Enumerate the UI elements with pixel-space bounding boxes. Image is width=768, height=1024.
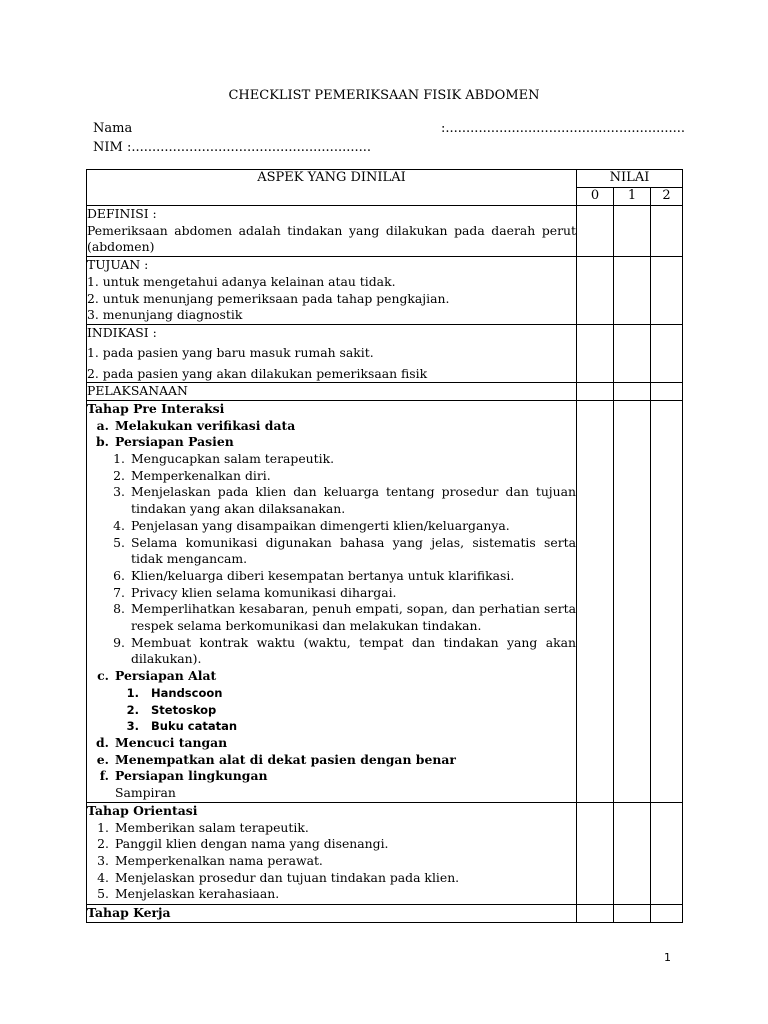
item-text: Memperkenalkan diri. <box>131 467 271 483</box>
score-cell[interactable] <box>577 904 614 922</box>
step-b <box>87 434 576 451</box>
item-number: 6. <box>113 567 125 583</box>
indikasi-heading: INDIKASI : <box>87 325 157 341</box>
step-text: Persiapan Alat <box>115 668 217 684</box>
step-d <box>87 735 576 752</box>
score-cell[interactable] <box>651 325 683 383</box>
item-text: Menjelaskan pada klien dan keluarga tentang prosedur dan tujuan tindakan yang akan dilaksanakan. <box>131 484 576 517</box>
list-item <box>87 451 576 468</box>
step-c <box>87 668 576 685</box>
score-cell[interactable] <box>577 802 614 904</box>
score-cell[interactable] <box>614 383 651 401</box>
step-letter: d. <box>96 734 109 750</box>
pre-interaksi-heading: Tahap Pre Interaksi <box>87 400 225 416</box>
item-text: Stetoskop <box>151 702 217 717</box>
item-text: Buku catatan <box>151 719 238 734</box>
item-text: Menjelaskan prosedur dan tujuan tindakan pada klien. <box>115 869 460 885</box>
item-text: Panggil klien dengan nama yang disenangi. <box>115 836 389 852</box>
item-number: 4. <box>113 517 125 533</box>
item-text: Klien/keluarga diberi kesempatan bertanya untuk klarifikasi. <box>131 567 515 583</box>
step-text: Melakukan verifikasi data <box>115 417 296 433</box>
item-number: 3. <box>126 719 139 734</box>
item-number: 5. <box>97 886 109 902</box>
step-f <box>87 768 576 785</box>
step-f-note: Sampiran <box>115 785 176 801</box>
tujuan-item: 1. untuk mengetahui adanya kelainan atau tidak. <box>87 273 396 289</box>
item-number: 4. <box>97 869 109 885</box>
list-item <box>87 518 576 535</box>
step-text: Menempatkan alat di dekat pasien dengan benar <box>115 751 456 767</box>
item-text: Menjelaskan kerahasiaan. <box>115 886 280 902</box>
item-number: 7. <box>113 584 125 600</box>
page-number: 1 <box>664 951 671 964</box>
item-text: Memperkenalkan nama perawat. <box>115 852 323 868</box>
score-cell[interactable] <box>614 206 651 257</box>
score-cell[interactable] <box>651 257 683 325</box>
score-cell[interactable] <box>614 904 651 922</box>
nama-field[interactable]: :.......................................................... <box>441 121 686 136</box>
item-number: 5. <box>113 534 125 550</box>
list-item <box>87 836 576 853</box>
item-text: Memberikan salam terapeutik. <box>115 819 309 835</box>
score-cell[interactable] <box>651 400 683 802</box>
step-text: Persiapan lingkungan <box>115 768 268 784</box>
score-header-0: 0 <box>577 188 614 206</box>
aspect-header: ASPEK YANG DINILAI <box>87 170 577 206</box>
document-title: CHECKLIST PEMERIKSAAN FISIK ABDOMEN <box>228 88 540 103</box>
item-number: 1. <box>97 819 109 835</box>
kerja-heading: Tahap Kerja <box>87 904 171 920</box>
step-e <box>87 752 576 769</box>
list-item <box>87 870 576 887</box>
score-cell[interactable] <box>651 383 683 401</box>
step-text: Mencuci tangan <box>115 734 228 750</box>
item-text: Mengucapkan salam terapeutik. <box>131 451 335 467</box>
indikasi-item: 1. pada pasien yang baru masuk rumah sakit. <box>87 344 374 360</box>
step-text: Persiapan Pasien <box>115 434 234 450</box>
item-text: Membuat kontrak waktu (waktu, tempat dan tindakan yang akan dilakukan). <box>131 634 576 667</box>
score-cell[interactable] <box>651 904 683 922</box>
step-letter: c. <box>97 668 109 684</box>
item-number: 1. <box>113 451 125 467</box>
list-item <box>87 484 576 517</box>
score-cell[interactable] <box>614 325 651 383</box>
item-number: 1. <box>126 685 139 700</box>
score-cell[interactable] <box>577 206 614 257</box>
item-number: 2. <box>113 467 125 483</box>
step-letter: b. <box>96 434 109 450</box>
list-item <box>87 853 576 870</box>
list-item <box>87 568 576 585</box>
tool-item <box>87 702 576 719</box>
item-text: Handscoon <box>151 685 223 700</box>
step-letter: a. <box>96 417 109 433</box>
score-cell[interactable] <box>577 257 614 325</box>
list-item <box>87 601 576 634</box>
tujuan-heading: TUJUAN : <box>87 257 149 273</box>
score-cell[interactable] <box>614 802 651 904</box>
orientasi-heading: Tahap Orientasi <box>87 802 198 818</box>
list-item <box>87 585 576 602</box>
item-number: 2. <box>126 702 139 717</box>
nama-label: Nama <box>93 121 133 136</box>
row-pelaksanaan <box>87 383 683 401</box>
item-text: Memperlihatkan kesabaran, penuh empati, sopan, dan perhatian serta respek selama berkomunikasi dan melakukan tindakan. <box>131 601 576 634</box>
nim-field[interactable]: NIM :.......................................................... <box>93 140 372 155</box>
indikasi-item: 2. pada pasien yang akan dilakukan pemeriksaan fisik <box>87 365 428 381</box>
list-item <box>87 820 576 837</box>
item-number: 3. <box>97 852 109 868</box>
row-indikasi <box>87 325 683 383</box>
checklist-table <box>86 169 683 923</box>
score-cell[interactable] <box>577 400 614 802</box>
row-tujuan <box>87 257 683 325</box>
tool-item <box>87 718 576 735</box>
definisi-text: Pemeriksaan abdomen adalah tindakan yang dilakukan pada daerah perut (abdomen) <box>87 222 576 255</box>
row-orientasi <box>87 802 683 904</box>
item-number: 8. <box>113 601 125 617</box>
item-text: Selama komunikasi digunakan bahasa yang jelas, sistematis serta tidak mengancam. <box>131 534 576 567</box>
row-kerja <box>87 904 683 922</box>
tujuan-item: 2. untuk menunjang pemeriksaan pada tahap pengkajian. <box>87 290 450 306</box>
list-item <box>87 535 576 568</box>
item-number: 2. <box>97 836 109 852</box>
row-definisi <box>87 206 683 257</box>
step-letter: f. <box>99 768 109 784</box>
list-item <box>87 886 576 903</box>
score-cell[interactable] <box>614 400 651 802</box>
score-header-1: 1 <box>614 188 651 206</box>
tujuan-item: 3. menunjang diagnostik <box>87 307 243 323</box>
list-item <box>87 635 576 668</box>
definisi-heading: DEFINISI : <box>87 206 157 221</box>
score-cell[interactable] <box>577 383 614 401</box>
item-number: 3. <box>113 484 125 500</box>
score-header-2: 2 <box>651 188 683 206</box>
list-item <box>87 468 576 485</box>
item-number: 9. <box>113 634 125 650</box>
score-cell[interactable] <box>577 325 614 383</box>
row-pre-interaksi <box>87 400 683 802</box>
tool-item <box>87 685 576 702</box>
score-cell[interactable] <box>651 206 683 257</box>
pelaksanaan-heading: PELAKSANAAN <box>87 383 188 399</box>
step-a <box>87 418 576 435</box>
nilai-header: NILAI <box>577 170 683 188</box>
score-cell[interactable] <box>614 257 651 325</box>
score-cell[interactable] <box>651 802 683 904</box>
item-text: Penjelasan yang disampaikan dimengerti klien/keluarganya. <box>131 517 510 533</box>
item-text: Privacy klien selama komunikasi dihargai. <box>131 584 397 600</box>
step-letter: e. <box>96 751 109 767</box>
